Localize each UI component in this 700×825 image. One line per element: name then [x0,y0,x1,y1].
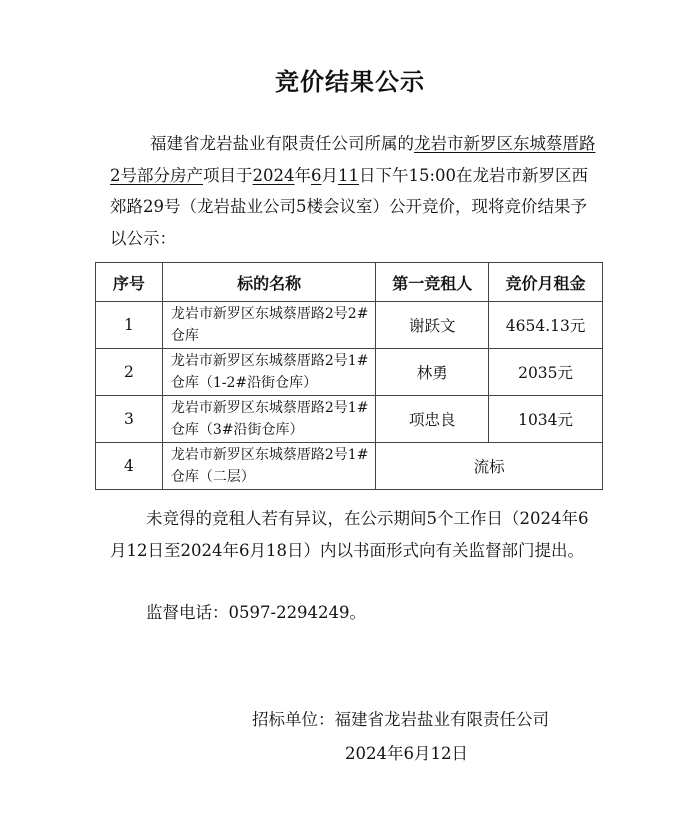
row-no: 4 [96,443,163,490]
row-bidder: 项忠良 [376,396,489,443]
table-row [96,443,603,490]
row-name: 龙岩市新罗区东城蔡厝路2号1#仓库（3#沿街仓库） [162,396,376,443]
auction-year: 2024 [252,165,295,185]
row-bidder: 林勇 [376,349,489,396]
row-name: 龙岩市新罗区东城蔡厝路2号1#仓库（二层） [162,443,376,490]
objection-text: 未竞得的竞租人若有异议，在公示期间5个工作日（2024年6月12日至2024年6月18日）内以书面形式向有关监督部门提出。 [110,509,589,560]
header-no: 序号 [96,263,163,302]
intro-text-3: 年 [294,165,311,185]
row-rent: 2035元 [489,349,603,396]
auction-day: 11 [338,165,359,185]
intro-text-5: 日下午15:00在龙岩市新罗区西郊路29号（龙岩盐业公司5楼会议室）公开竞价，现将竞价结果予以公示： [110,165,589,248]
header-rent: 竞价月租金 [489,263,603,302]
intro-paragraph [110,128,600,254]
row-bidder: 谢跃文 [376,302,489,349]
row-name: 龙岩市新罗区东城蔡厝路2号1#仓库（1-2#沿街仓库） [162,349,376,396]
issuer-line: 招标单位：福建省龙岩盐业有限责任公司 [252,710,549,729]
table-row [96,396,603,443]
row-rent: 1034元 [489,396,603,443]
table-row [96,349,603,396]
intro-text-2: 项目于 [203,165,253,185]
row-result: 流标 [376,443,603,490]
issue-date: 2024年6月12日 [345,744,468,763]
table-header-row [96,263,603,302]
intro-text-1: 福建省龙岩盐业有限责任公司所属的 [150,134,414,153]
intro-text-4: 月 [321,165,338,185]
row-rent: 4654.13元 [489,302,603,349]
header-bidder: 第一竞租人 [376,263,489,302]
row-no: 1 [96,302,163,349]
row-no: 3 [96,396,163,443]
objection-paragraph [110,503,600,566]
results-table [95,262,603,490]
row-no: 2 [96,349,163,396]
supervision-phone: 监督电话：0597-2294249。 [146,603,367,622]
property-name: 龙岩市新罗区东城蔡厝路2号部分房产 [110,134,596,185]
auction-month: 6 [311,165,322,185]
table-row [96,302,603,349]
header-name: 标的名称 [162,263,376,302]
row-name: 龙岩市新罗区东城蔡厝路2号2#仓库 [162,302,376,349]
document-title: 竞价结果公示 [275,68,425,96]
